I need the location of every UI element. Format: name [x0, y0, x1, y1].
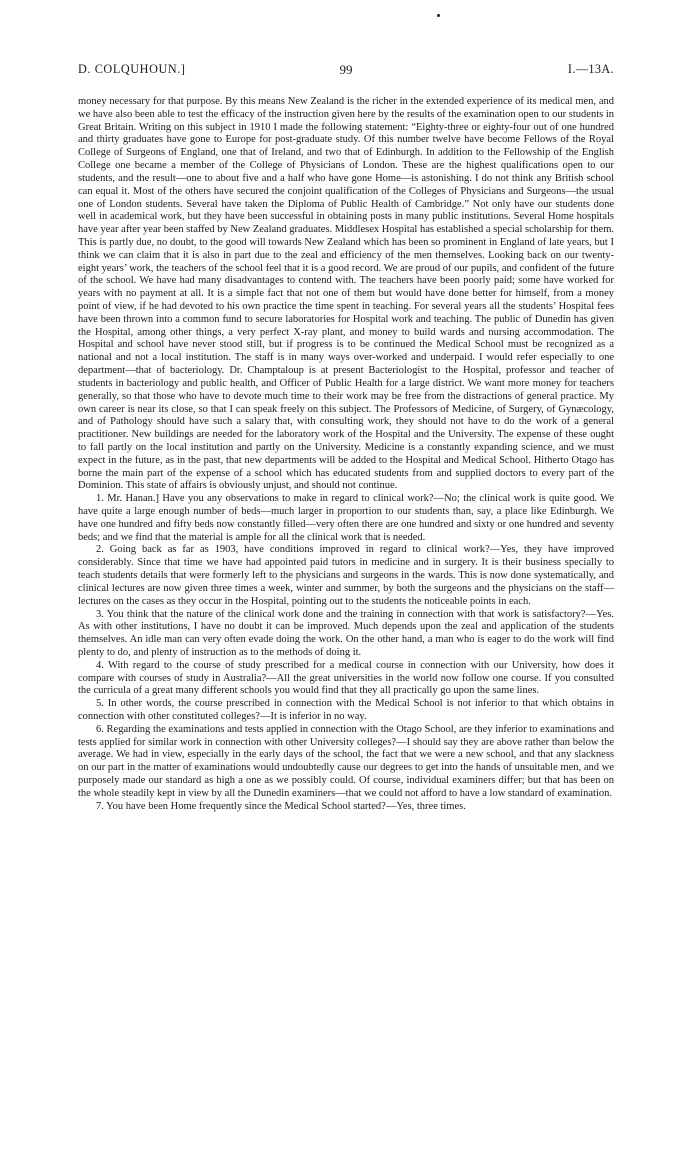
question-4: 4. With regard to the course of study prescribed for a medical course in connection with our University, how does it compare with courses of study in Australia?—All the great universities in the world now follow one course. If you consulted the curricula of a great many different schools you would find that they all practically go upon the same lines.	[78, 659, 614, 697]
print-speck	[437, 14, 440, 17]
document-reference: I.—13A.	[567, 62, 614, 76]
paragraph-statement: money necessary for that purpose. By this means New Zealand is the richer in the extended experience of its medical men, and we have also been able to test the efficacy of the instruction given here by the results of the examination open to our students in Great Britain. Writing on this subject in 1910 I made the following statement: “Eighty-three or eighty-four out of one hundred and thirty graduates have gone to Europe for post-graduate study. Of this number twelve have become Fellows of the Royal College of Surgeons of England, one that of Ireland, and two that of Edinburgh. In addition to the Fellowship of the English College one became a member of the College of Physicians of London. These are the highest qualifications open to our students, and the result—one to about five and a half who have gone Home—is astonishing. I do not think any British school can equal it. Most of the others have secured the conjoint qualification of the Colleges of Physicians and Surgeons—the usual one of London students. Several have taken the Diploma of Public Health of Cambridge.” Not only have our students done well in academical work, but they have been successful in obtaining posts in many public institutions. Several Home hospitals have year after year been staffed by New Zealand graduates. Middlesex Hospital has established a special scholarship for them. This is partly due, no doubt, to the good will towards New Zealand which has been so prominent in England of late years, but I think we can claim that it is also in part due to the zeal and efficiency of the men themselves. Looking back on our twenty-eight years’ work, the teachers of the school feel that it is a good record. We are proud of our pupils, and confident of the future of the school. We have had many disadvantages to contend with. The teachers have been poorly paid; some have worked for years with no payment at all. It is a simple fact that not one of them but would have done better for himself, from a money point of view, if he had devoted to his own practice the time spent in teaching. For several years all the students’ Hospital fees have been thrown into a common fund to secure laboratories for Hospital work and teaching. The public of Dunedin has given the Hospital, among other things, a very perfect X-ray plant, and money to build wards and nursing accommodation. The Hospital and school have never stood still, but if progress is to be continued the Medical School must be recognized as a national and not a local institution. The staff is in many ways over-worked and underpaid. I would refer especially to one department—that of bacteriology. Dr. Champtaloup is at present Bacteriologist to the Hospital, professor and teacher of students in bacteriology and public health, and Officer of Public Health for a large district. We want more money for teachers generally, so that those who have to devote much time to their work may be free from the distractions of general practice. My own career is near its close, so that I can speak freely on this subject. The Professors of Medicine, of Surgery, of Gynæcology, and of Pathology should have such a salary that, with consulting work, they should not have to do the work of a general practitioner. New buildings are needed for the laboratory work of the Hospital and the University. The expense of these ought to fall partly on the local institution and partly on the University. Medicine is a constantly expanding science, and we must expect in the future, as in the past, that new departments will be added to the Hospital and Medical School. Hitherto Otago has borne the main part of the expense of a school which has educated students from and supplied doctors to every part of the Dominion. This state of affairs is obviously unjust, and should not continue.	[78, 96, 614, 492]
question-6: 6. Regarding the examinations and tests applied in connection with the Otago School, are they inferior to examinations and tests applied for similar work in connection with other University colleges?—I should say they are above rather than below the average. We had in view, especially in the early days of the school, the fact that we were a new school, and that any slackness on our part in the matter of examinations would undoubtedly cause our degrees to get into the hands of unsuitable men, and we purposely made our standard as high a one as we possibly could. Of course, individual examiners differ; but that has been on the whole steadily kept in view by all the Dunedin examiners—that we could not afford to have a low standard of examination.	[78, 723, 614, 799]
question-7: 7. You have been Home frequently since the Medical School started?—Yes, three times.	[96, 800, 466, 812]
page-header	[78, 62, 614, 80]
question-1: 1. Mr. Hanan.] Have you any observations to make in regard to clinical work?—No; the clinical work is quite good. We have quite a large enough number of beds—much larger in proportion to our students than, say, a place like Edinburgh. We have one hundred and fifty beds now constantly filled—very often there are one hundred and sixty or one hundred and seventy beds; and we find that the material is ample for all the clinical work that is needed.	[78, 493, 614, 543]
header-author: D. COLQUHOUN.]	[78, 62, 186, 76]
question-2: 2. Going back as far as 1903, have conditions improved in regard to clinical work?—Yes, they have improved considerably. Since that time we have had appointed paid tutors in medicine and in surgery. It is their business specially to teach students details that were formerly left to the physicians and surgeons in the wards. This is now done systematically, and clinical lectures are now given three times a week, winter and summer, by both the surgeons and the physicians on the staff—lectures on the cases as they occur in the Hospital, pointing out to the students the noticeable points in each.	[78, 544, 614, 607]
question-3: 3. You think that the nature of the clinical work done and the training in connection with that work is satisfactory?—Yes. As with other institutions, I have no doubt it can be improved. Much depends upon the zeal and application of the students themselves. An idle man can very often evade doing the work. On the other hand, a man who is eager to do the work will find plenty to do, and plenty of instruction as to the methods of doing it.	[78, 608, 614, 658]
question-5: 5. In other words, the course prescribed in connection with the Medical School is not inferior to that which obtains in connection with other constituted colleges?—It is inferior in no way.	[78, 698, 614, 722]
page-number: 99	[339, 62, 353, 77]
page-body	[78, 96, 614, 814]
